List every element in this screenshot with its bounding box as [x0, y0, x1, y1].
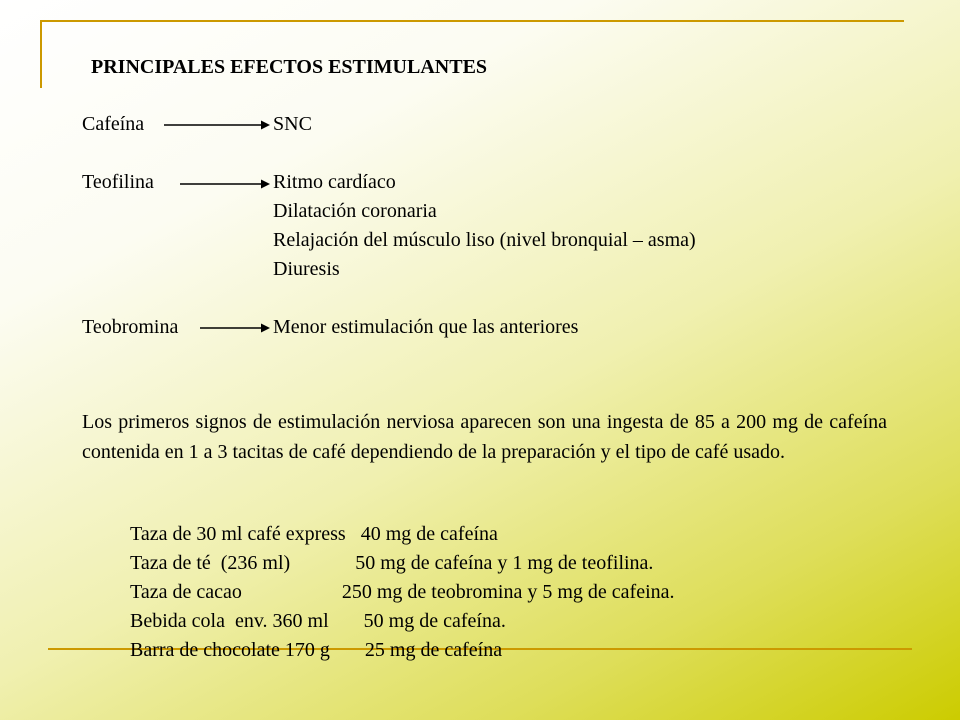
list-item	[130, 549, 653, 578]
effect-teofilina-0: Ritmo cardíaco	[273, 171, 396, 193]
effect-teofilina-2: Relajación del músculo liso (nivel bronquial – asma)	[273, 229, 696, 251]
source-item: Taza de cacao	[130, 581, 242, 603]
arrow-teofilina-icon	[178, 177, 272, 191]
source-content: 250 mg de teobromina y 5 mg de cafeina.	[341, 581, 675, 603]
top-divider-line	[40, 20, 904, 22]
arrow-teobromina-icon	[198, 321, 272, 335]
compound-name-cafeina: Cafeína	[82, 113, 145, 135]
source-item: Taza de té (236 ml)	[130, 552, 291, 574]
effect-teofilina-3: Diuresis	[273, 258, 340, 280]
source-content: 25 mg de cafeína	[364, 639, 503, 661]
effect-cafeina-0: SNC	[273, 113, 312, 135]
list-item	[130, 578, 675, 607]
source-item: Bebida cola env. 360 ml	[130, 610, 329, 632]
stimulation-paragraph: Los primeros signos de estimulación nerviosa aparecen son una ingesta de 85 a 200 mg de cafeína contenida en 1 a 3 tacitas de café dependiendo de la preparación y el tipo de café usado.	[82, 411, 887, 463]
source-content: 40 mg de cafeína	[360, 523, 498, 545]
source-content: 50 mg de cafeína.	[363, 610, 506, 632]
source-content: 50 mg de cafeína y 1 mg de teofilina.	[355, 552, 654, 574]
compound-name-teobromina: Teobromina	[82, 316, 179, 338]
slide-title: PRINCIPALES EFECTOS ESTIMULANTES	[91, 56, 488, 78]
source-item: Barra de chocolate 170 g	[130, 639, 330, 661]
effect-teobromina-0: Menor estimulación que las anteriores	[273, 316, 579, 338]
list-item	[130, 520, 498, 549]
source-item: Taza de 30 ml café express	[130, 523, 346, 545]
arrow-cafeina-icon	[162, 118, 272, 132]
left-accent-line	[40, 20, 42, 88]
compound-name-teofilina: Teofilina	[82, 171, 154, 193]
list-item	[130, 636, 502, 665]
effect-teofilina-1: Dilatación coronaria	[273, 200, 437, 222]
list-item	[130, 607, 506, 636]
